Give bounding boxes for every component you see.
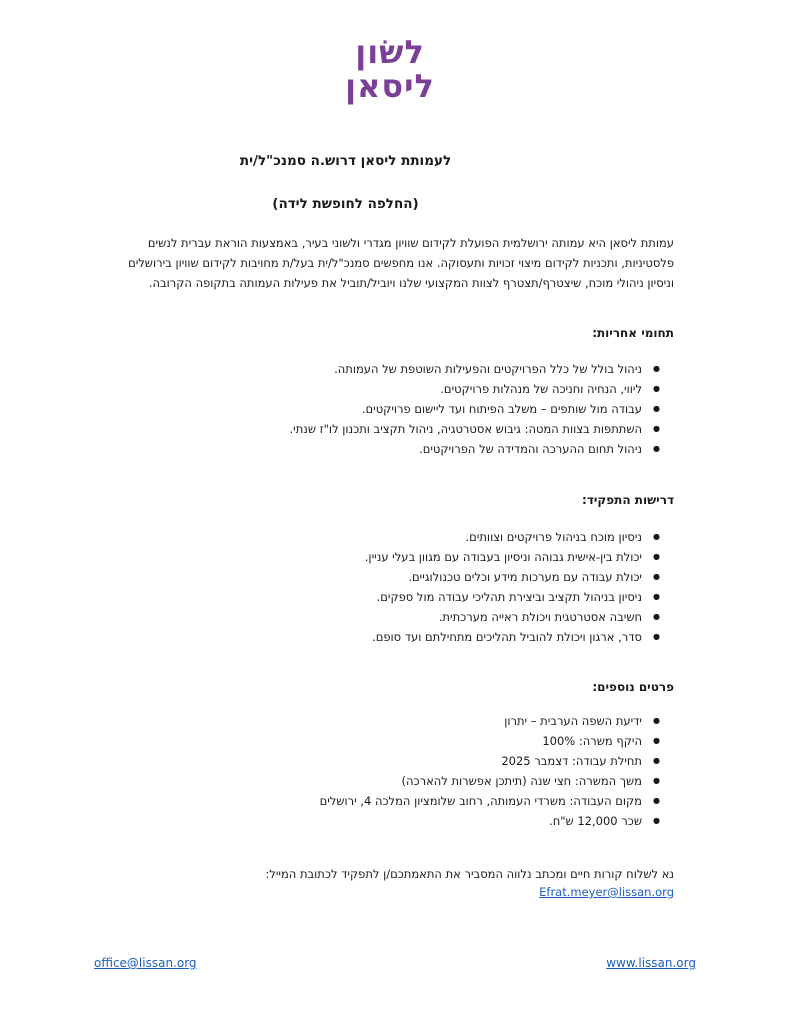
requirements-list bbox=[120, 527, 660, 647]
logo-line-hebrew: לשׂון bbox=[355, 33, 425, 71]
website-link[interactable]: www.lissan.org bbox=[606, 956, 696, 970]
footer-website bbox=[606, 956, 696, 970]
apply-text: נא לשלוח קורות חיים ומכתב נלווה המסביר את התאמתכם/ן לתפקיד לכתובת המייל: bbox=[265, 867, 674, 881]
list-item: ● יכולת עבודה עם מערכות מידע וכלים טכנולוגיים. bbox=[120, 567, 660, 587]
list-item: ● ניהול תחום ההערכה והמדידה של הפרויקטים. bbox=[120, 439, 660, 459]
apply-instructions bbox=[110, 865, 674, 901]
logo-line-arabic: ליסאן bbox=[345, 67, 435, 105]
details-heading: פרטים נוספים: bbox=[592, 680, 674, 694]
list-item: ● שכר 12,000 ש"ח. bbox=[120, 811, 660, 831]
responsibilities-list bbox=[120, 359, 660, 459]
list-item: ● יכולת בין-אישית גבוהה וניסיון בעבודה עם מגוון בעלי עניין. bbox=[120, 547, 660, 567]
list-item: ● ניסיון בניהול תקציב וביצירת תהליכי עבודה מול ספקים. bbox=[120, 587, 660, 607]
lissan-logo bbox=[330, 33, 450, 110]
list-item: ● סדר, ארגון ויכולת להוביל תהליכים מתחילתם ועד סופם. bbox=[120, 627, 660, 647]
intro-paragraph: עמותת ליסאן היא עמותה ירושלמית הפועלת לקידום שוויון מגדרי ולשוני בעיר, באמצעות הוראת עברית לנשים פלסטיניות, ותכניות לקידום מיצוי זכויות ותעסוקה. אנו מחפשים סמנכ"ל/ית בעל/ת מחויבות לקידום שוויון בירושלים וניסיון ניהולי מוכח, שיצטרף/תצטרף לצוות המקצועי שלנו ויוביל/תוביל את פעילות העמותה בתקופה הקרובה. bbox=[128, 236, 674, 290]
list-item: ● היקף משרה: 100% bbox=[120, 731, 660, 751]
list-item: ● ליווי, הנחיה וחניכה של מנהלות פרויקטים. bbox=[120, 379, 660, 399]
page-subtitle: (החלפה לחופשת לידה) bbox=[272, 196, 419, 212]
page-title: לעמותת ליסאן דרוש.ה סמנכ"ל/ית bbox=[239, 153, 452, 169]
details-list bbox=[120, 711, 660, 831]
footer-office-email bbox=[94, 956, 197, 970]
list-item: ● חשיבה אסטרטגית ויכולת ראייה מערכתית. bbox=[120, 607, 660, 627]
responsibilities-heading: תחומי אחריות: bbox=[592, 326, 674, 340]
list-item: ● השתתפות בצוות המטה: גיבוש אסטרטגיה, ניהול תקציב ותכנון לו"ז שנתי. bbox=[120, 419, 660, 439]
list-item: ● ניהול בולל של כלל הפרויקטים והפעילות השוטפת של העמותה. bbox=[120, 359, 660, 379]
list-item: ● תחילת עבודה: דצמבר 2025 bbox=[120, 751, 660, 771]
list-item: ● מקום העבודה: משרדי העמותה, רחוב שלומציון המלכה 4, ירושלים bbox=[120, 791, 660, 811]
requirements-heading: דרישות התפקיד: bbox=[582, 493, 674, 507]
list-item: ● עבודה מול שותפים – משלב הפיתוח ועד ליישום פרויקטים. bbox=[120, 399, 660, 419]
office-email-link[interactable]: office@lissan.org bbox=[94, 956, 197, 970]
contact-email-link[interactable]: Efrat.meyer@lissan.org bbox=[539, 885, 674, 899]
list-item: ● ניסיון מוכח בניהול פרויקטים וצוותים. bbox=[120, 527, 660, 547]
list-item: ● משך המשרה: חצי שנה (תיתכן אפשרות להארכה) bbox=[120, 771, 660, 791]
list-item: ● ידיעת השפה הערבית – יתרון bbox=[120, 711, 660, 731]
